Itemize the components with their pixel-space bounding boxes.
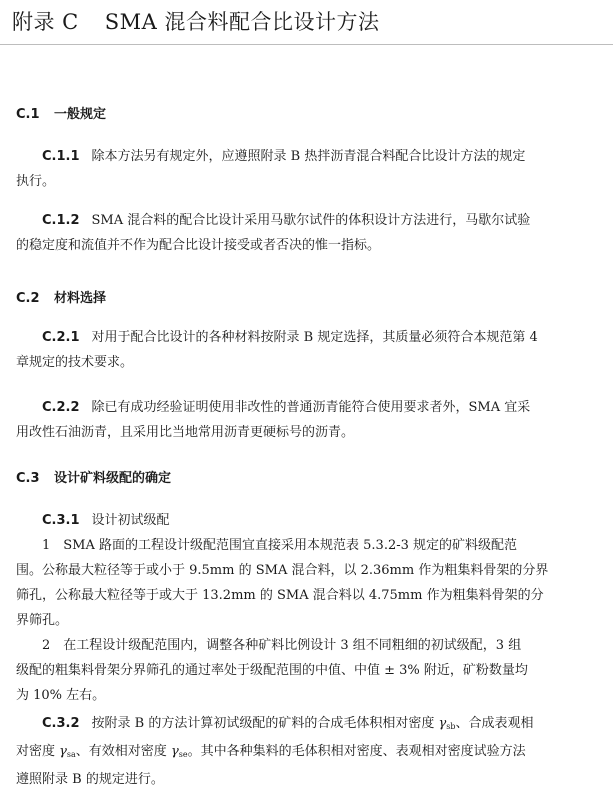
clause-c3-1: C.3.1 设计初试级配 1 SMA 路面的工程设计级配范围宜直接采用本规范表 5.3.2-3 规定的矿料级配范 围。公称最大粒径等于或小于 9.5mm 的 SMA 混合料，以 2.36mm 作为粗集料骨架的分界 筛孔，公称最大粒径等于或大于 13.2mm 的 SMA 混合料以 4.75mm 作为粗集料骨架的分 界筛孔。 2 在工程设计级配范围内，调整各种矿料比例设计 3 组不同粗细的初试级配，3 组 级配的粗集料骨架分界筛孔的通过率处于级配范围的中值、中值 ± 3% 附近，矿粉数量均 为 10% 左右。 bbox=[16, 508, 604, 708]
clause-number: C.2.2 bbox=[42, 400, 80, 415]
clause-c3-2: C.3.2 按附录 B 的方法计算初试级配的矿料的合成毛体积相对密度 $\gamma_{sb}$、合成表观相 对密度 $\gamma_{sa}$、有效相对密度 $\gamma_{se}$。其中各种集料的毛体积相对密度、表观相对密度试验方法 遵照附录 B 的规定进行。 bbox=[16, 711, 604, 792]
section-heading-c2: C.2 材料选择 bbox=[16, 291, 107, 306]
clause-number: C.2.1 bbox=[42, 330, 80, 345]
gamma-symbol: γ bbox=[59, 744, 67, 759]
clause-c2-2: C.2.2 除已有成功经验证明使用非改性的普通沥青能符合使用要求者外，SMA 宜采 用改性石油沥青，且采用比当地常用沥青更硬标号的沥青。 bbox=[16, 395, 604, 445]
appendix-label: 附录 C bbox=[12, 10, 79, 34]
appendix-title bbox=[12, 6, 379, 36]
clause-c1-2: C.1.2 SMA 混合料的配合比设计采用马歇尔试件的体积设计方法进行，马歇尔试验 的稳定度和流值并不作为配合比设计接受或者否决的惟一指标。 bbox=[16, 208, 604, 258]
clause-c1-1: C.1.1 除本方法另有规定外，应遵照附录 B 热拌沥青混合料配合比设计方法的规定 执行。 bbox=[16, 144, 604, 194]
clause-number: C.1.2 bbox=[42, 213, 80, 228]
gamma-symbol: γ bbox=[170, 744, 179, 759]
clause-number: C.3.2 bbox=[42, 716, 80, 731]
clause-c2-1: C.2.1 对用于配合比设计的各种材料按附录 B 规定选择，其质量必须符合本规范第 4 章规定的技术要求。 bbox=[16, 325, 604, 375]
title-divider bbox=[0, 44, 613, 45]
clause-number: C.3.1 bbox=[42, 513, 80, 528]
section-heading-c1: C.1 一般规定 bbox=[16, 107, 107, 122]
clause-number: C.1.1 bbox=[42, 149, 80, 164]
appendix-title-text: SMA 混合料配合比设计方法 bbox=[104, 10, 380, 34]
gamma-symbol: γ bbox=[438, 716, 447, 731]
clause-heading: 设计初试级配 bbox=[91, 513, 170, 528]
section-heading-c3: C.3 设计矿料级配的确定 bbox=[16, 471, 172, 486]
